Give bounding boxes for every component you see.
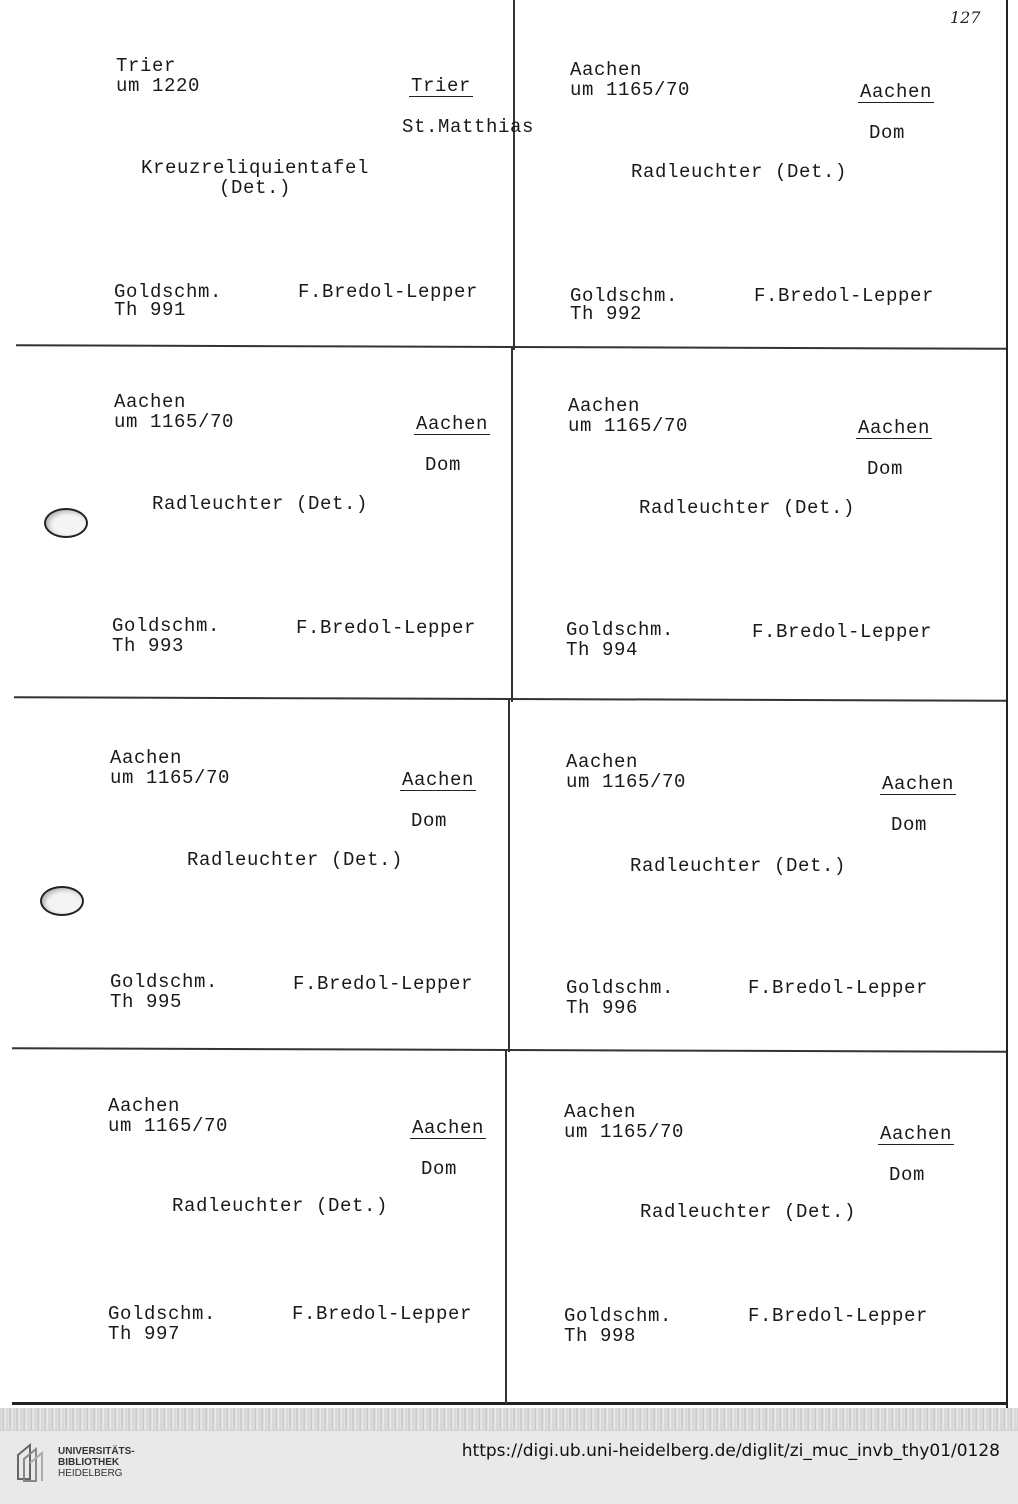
catalog-card	[506, 1050, 996, 1400]
card-photographer: F.Bredol-Lepper	[292, 1303, 473, 1325]
card-place: Aachen	[114, 391, 187, 413]
card-date: um 1165/70	[110, 767, 231, 789]
card-location-site: Dom	[891, 814, 928, 836]
card-title: Radleuchter (Det.)	[629, 855, 847, 877]
scan-edge-strip	[0, 1408, 1018, 1430]
card-date: um 1165/70	[570, 79, 691, 101]
card-place: Aachen	[566, 751, 639, 773]
card-location	[338, 1098, 485, 1199]
page-edge-right	[1006, 0, 1008, 1408]
card-photographer: F.Bredol-Lepper	[754, 285, 935, 307]
card-photographer: F.Bredol-Lepper	[752, 621, 933, 643]
card-number: Th 997	[108, 1323, 181, 1345]
card-category: Goldschm.	[570, 285, 679, 307]
card-number: Th 995	[110, 991, 183, 1013]
card-number: Th 998	[564, 1325, 637, 1347]
card-title: Kreuzreliquientafel (Det.)	[140, 157, 370, 199]
card-location-site: Dom	[425, 454, 462, 476]
card-photographer: F.Bredol-Lepper	[293, 973, 474, 995]
source-url[interactable]: https://digi.ub.uni-heidelberg.de/diglit/zi_muc_invb_thy01/0128	[461, 1441, 1000, 1461]
catalog-card	[514, 0, 1004, 350]
catalog-card	[0, 0, 535, 350]
card-number: Th 992	[570, 303, 643, 325]
card-category: Goldschm.	[566, 619, 675, 641]
card-location-city: Aachen	[412, 1117, 485, 1139]
card-location-site: Dom	[867, 458, 904, 480]
card-category: Goldschm.	[110, 971, 219, 993]
card-location	[328, 750, 475, 851]
card-category: Goldschm.	[108, 1303, 217, 1325]
card-date: um 1165/70	[564, 1121, 685, 1143]
library-logo-icon	[14, 1441, 52, 1483]
page-number: 127	[950, 8, 981, 27]
card-location	[330, 56, 535, 157]
card-location-site: Dom	[411, 810, 448, 832]
card-photographer: F.Bredol-Lepper	[748, 977, 929, 999]
card-title: Radleuchter (Det.)	[638, 497, 856, 519]
logo-line: UNIVERSITÄTS-	[58, 1446, 135, 1457]
card-place: Aachen	[108, 1095, 181, 1117]
card-title: Radleuchter (Det.)	[171, 1195, 389, 1217]
card-location	[808, 754, 955, 855]
card-title: Radleuchter (Det.)	[639, 1201, 857, 1223]
card-location-city: Aachen	[858, 417, 931, 439]
card-date: um 1165/70	[114, 411, 235, 433]
card-date: um 1165/70	[566, 771, 687, 793]
card-title: Radleuchter (Det.)	[186, 849, 404, 871]
card-category: Goldschm.	[112, 615, 221, 637]
card-category: Goldschm.	[114, 281, 223, 303]
card-location-city: Aachen	[402, 769, 475, 791]
footer-bar	[0, 1430, 1018, 1504]
card-location-site: Dom	[869, 122, 906, 144]
card-place: Trier	[116, 55, 177, 77]
card-location	[806, 1104, 953, 1205]
logo-line: BIBLIOTHEK	[58, 1457, 120, 1468]
card-photographer: F.Bredol-Lepper	[296, 617, 477, 639]
card-photographer: F.Bredol-Lepper	[748, 1305, 929, 1327]
card-location-city: Aachen	[880, 1123, 953, 1145]
card-date: um 1165/70	[568, 415, 689, 437]
card-location	[786, 62, 933, 163]
card-place: Aachen	[568, 395, 641, 417]
card-number: Th 993	[112, 635, 185, 657]
card-location-city: Aachen	[860, 81, 933, 103]
card-location-site: Dom	[889, 1164, 926, 1186]
card-location-site: Dom	[421, 1158, 458, 1180]
catalog-card	[0, 700, 490, 1050]
card-place: Aachen	[110, 747, 183, 769]
card-location-city: Aachen	[416, 413, 489, 435]
catalog-card	[508, 700, 998, 1050]
card-location-city: Aachen	[882, 773, 955, 795]
card-location-site: St.Matthias	[402, 116, 535, 138]
card-number: Th 994	[566, 639, 639, 661]
catalog-card	[0, 350, 490, 700]
catalog-card	[0, 1050, 490, 1400]
card-location	[784, 398, 931, 499]
card-photographer: F.Bredol-Lepper	[298, 281, 479, 303]
card-place: Aachen	[564, 1101, 637, 1123]
card-category: Goldschm.	[566, 977, 675, 999]
logo-line: HEIDELBERG	[58, 1468, 123, 1479]
catalog-card	[512, 350, 1002, 700]
page-edge-bottom	[12, 1402, 1008, 1405]
card-category: Goldschm.	[564, 1305, 673, 1327]
card-place: Aachen	[570, 59, 643, 81]
card-location-city: Trier	[411, 75, 472, 97]
card-location	[342, 394, 489, 495]
card-title: Radleuchter (Det.)	[151, 493, 369, 515]
card-number: Th 991	[114, 299, 187, 321]
card-title: Radleuchter (Det.)	[630, 161, 848, 183]
card-date: um 1220	[116, 75, 201, 97]
library-logo-text	[58, 1446, 135, 1479]
card-number: Th 996	[566, 997, 639, 1019]
card-date: um 1165/70	[108, 1115, 229, 1137]
